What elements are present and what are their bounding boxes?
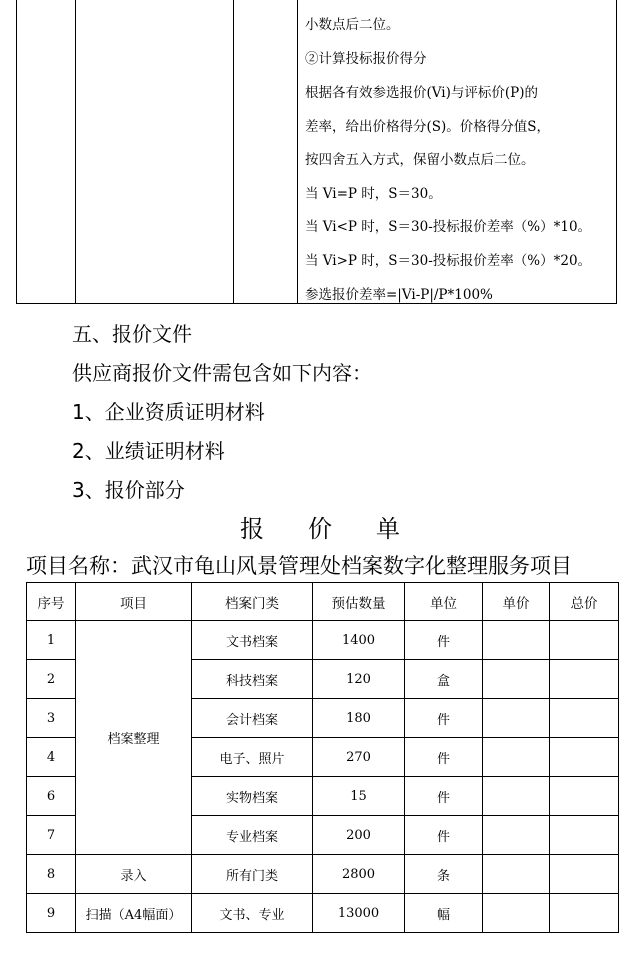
scoring-line: 按四舍五入方式，保留小数点后二位。 [305, 152, 535, 168]
header-cell: 单位 [405, 583, 483, 621]
quantity-cell: 2800 [313, 855, 405, 894]
unit-price-cell[interactable] [483, 621, 550, 660]
table-divider [297, 0, 298, 303]
unit-price-cell[interactable] [483, 894, 550, 933]
quantity-cell: 13000 [313, 894, 405, 933]
scoring-line: 当 Vi=P 时，S＝30。 [305, 186, 442, 202]
item-cell: 录入 [76, 855, 192, 894]
unit-cell: 幅 [405, 894, 483, 933]
quote-title [0, 509, 640, 544]
category-cell: 实物档案 [192, 777, 313, 816]
header-cell: 档案门类 [192, 583, 313, 621]
category-cell: 专业档案 [192, 816, 313, 855]
row-number: 9 [27, 894, 76, 933]
section-item: 1、企业资质证明材料 [72, 400, 265, 424]
unit-cell: 件 [405, 621, 483, 660]
category-cell: 科技档案 [192, 660, 313, 699]
scoring-line: 参选报价差率=|Vi-P|/P*100% [305, 287, 493, 303]
quantity-cell: 200 [313, 816, 405, 855]
category-cell: 会计档案 [192, 699, 313, 738]
header-cell: 总价 [550, 583, 619, 621]
quantity-cell: 180 [313, 699, 405, 738]
row-number: 6 [27, 777, 76, 816]
header-cell: 项目 [76, 583, 192, 621]
scoring-line: 根据各有效参选报价(Vi)与评标价(P)的 [305, 85, 538, 101]
table-row [27, 621, 619, 660]
scoring-line: 当 Vi<P 时，S＝30-投标报价差率（%）*10。 [305, 219, 592, 235]
unit-price-cell[interactable] [483, 738, 550, 777]
unit-price-cell[interactable] [483, 816, 550, 855]
unit-price-cell[interactable] [483, 855, 550, 894]
unit-price-cell[interactable] [483, 699, 550, 738]
quantity-cell: 1400 [313, 621, 405, 660]
total-price-cell[interactable] [550, 855, 619, 894]
scoring-line: 当 Vi>P 时，S＝30-投标报价差率（%）*20。 [305, 253, 592, 269]
quantity-cell: 15 [313, 777, 405, 816]
total-price-cell[interactable] [550, 894, 619, 933]
header-cell: 单价 [483, 583, 550, 621]
unit-cell: 件 [405, 777, 483, 816]
header-cell: 序号 [27, 583, 76, 621]
unit-price-cell[interactable] [483, 660, 550, 699]
category-cell: 文书、专业 [192, 894, 313, 933]
title-char: 单 [376, 515, 400, 543]
total-price-cell[interactable] [550, 699, 619, 738]
unit-cell: 条 [405, 855, 483, 894]
table-divider [233, 0, 234, 303]
category-cell: 所有门类 [192, 855, 313, 894]
table-row [27, 855, 619, 894]
total-price-cell[interactable] [550, 777, 619, 816]
section-item: 3、报价部分 [72, 478, 185, 502]
quantity-cell: 120 [313, 660, 405, 699]
item-archive-sorting: 档案整理 [76, 621, 192, 855]
unit-cell: 盒 [405, 660, 483, 699]
total-price-cell[interactable] [550, 660, 619, 699]
row-number: 1 [27, 621, 76, 660]
total-price-cell[interactable] [550, 621, 619, 660]
header-cell: 预估数量 [313, 583, 405, 621]
quantity-cell: 270 [313, 738, 405, 777]
unit-cell: 件 [405, 738, 483, 777]
unit-cell: 件 [405, 699, 483, 738]
title-char: 报 [240, 515, 264, 543]
table-header-row [27, 583, 619, 621]
table-row [27, 894, 619, 933]
title-char: 价 [308, 515, 332, 543]
category-cell: 电子、照片 [192, 738, 313, 777]
scoring-line: 小数点后二位。 [305, 17, 400, 33]
scoring-line: ②计算投标报价得分 [305, 51, 427, 67]
scoring-line: 差率，给出价格得分(S)。价格得分值S， [305, 119, 551, 135]
section-item: 2、业绩证明材料 [72, 439, 225, 463]
table-divider [75, 0, 76, 303]
total-price-cell[interactable] [550, 816, 619, 855]
row-number: 2 [27, 660, 76, 699]
section-heading: 五、报价文件 [72, 322, 192, 346]
row-number: 4 [27, 738, 76, 777]
unit-price-cell[interactable] [483, 777, 550, 816]
unit-cell: 件 [405, 816, 483, 855]
item-cell: 扫描（A4幅面） [76, 894, 192, 933]
total-price-cell[interactable] [550, 738, 619, 777]
row-number: 7 [27, 816, 76, 855]
project-name: 项目名称：武汉市龟山风景管理处档案数字化整理服务项目 [26, 554, 572, 578]
quote-table [26, 582, 619, 933]
row-number: 8 [27, 855, 76, 894]
row-number: 3 [27, 699, 76, 738]
category-cell: 文书档案 [192, 621, 313, 660]
section-intro: 供应商报价文件需包含如下内容： [72, 361, 372, 385]
